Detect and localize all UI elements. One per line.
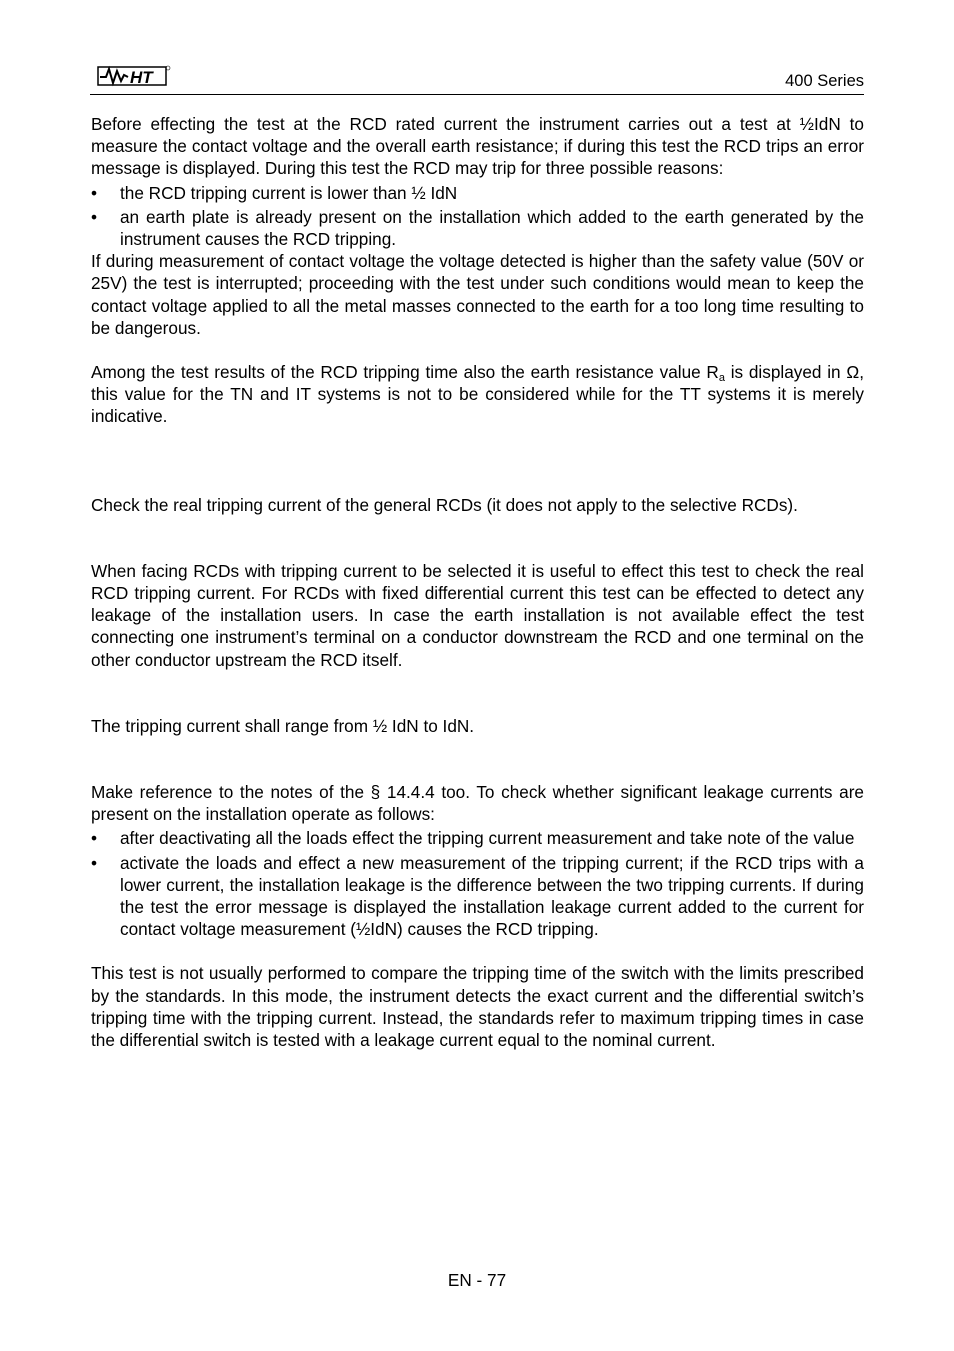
reference-paragraph: Make reference to the notes of the § 14.4.4 too. To check whether significant leakage currents are present on the installation operate as follows: <box>91 782 864 825</box>
list-item: • after deactivating all the loads effect the tripping current measurement and take note of the value <box>91 827 864 849</box>
list-item: • activate the loads and effect a new measurement of the tripping current; if the RCD trips with a lower current, the installation leakage is the difference between the two tripping currents. If during the test the error message is displayed the installation leakage current added to the current for contact voltage measurement (½IdN) causes the RCD tripping. <box>91 852 864 941</box>
when-facing-paragraph: When facing RCDs with tripping current to be selected it is useful to effect this test to check the real RCD tripping current. For RCDs with fixed differential current this test can be effected to detect any leakage of the installation users. In case the earth installation is not available effect the test connecting one instrument’s terminal on a conductor downstream the RCD and one terminal on the other conductor upstream the RCD itself. <box>91 560 864 670</box>
earth-resistance-paragraph <box>91 361 864 428</box>
series-label: 400 Series <box>785 72 864 90</box>
contact-voltage-paragraph: If during measurement of contact voltage the voltage detected is higher than the safety value (50V or 25V) the test is interrupted; proceeding with the test under such conditions would mean to keep the contact voltage applied to all the metal masses connected to the earth for a too long time resulting to be dangerous. <box>91 251 864 338</box>
list-item: • an earth plate is already present on the installation which added to the earth generated by the instrument causes the RCD tripping. <box>91 206 864 250</box>
earth-resistance-text: Among the test results of the RCD tripping time also the earth resistance value R <box>91 362 719 383</box>
steps-list <box>91 827 864 940</box>
page-header <box>90 60 864 95</box>
earth-resistance-text-cont: is displayed in Ω, this value for the TN and IT systems is not to be considered while for the TT systems it is merely indicative. <box>91 362 864 427</box>
page-content <box>91 113 864 1051</box>
ra-subscript: a <box>718 372 725 385</box>
ht-logo <box>94 63 172 89</box>
range-paragraph: The tripping current shall range from ½ IdN to IdN. <box>91 715 475 736</box>
list-item: • the RCD tripping current is lower than ½ IdN <box>91 182 864 204</box>
not-usually-paragraph: This test is not usually performed to compare the tripping time of the switch with the limits prescribed by the standards. In this mode, the instrument detects the exact current and the differential switch’s tripping time with the tripping current. Instead, the standards refer to maximum tripping times in case the differential switch is tested with a leakage current equal to the nominal current. <box>91 963 864 1051</box>
intro-paragraph: Before effecting the test at the RCD rated current the instrument carries out a test at ½IdN to measure the contact voltage and the overall earth resistance; if during this test the RCD trips an error message is displayed. During this test the RCD may trip for three possible reasons: <box>91 114 864 179</box>
logo-text: HT <box>130 68 153 87</box>
reasons-list <box>91 182 864 251</box>
check-real-paragraph: Check the real tripping current of the general RCDs (it does not apply to the selective RCDs). <box>91 494 798 515</box>
page-number: EN - 77 <box>447 1270 507 1290</box>
